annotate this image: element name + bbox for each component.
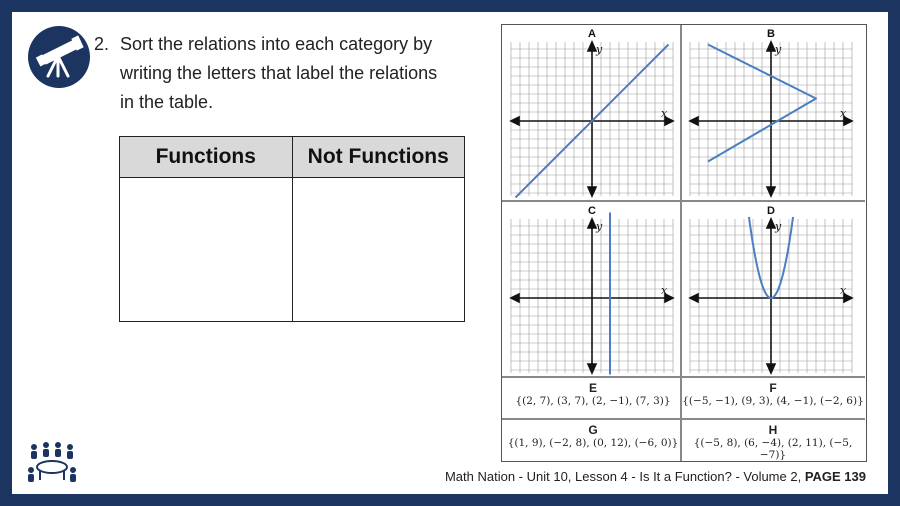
y-axis-arrow-down [767, 364, 775, 373]
relation-e [502, 381, 684, 407]
prompt-text: Sort the relations into each category by writing the letters that label the relations in the table. [120, 34, 438, 112]
not-functions-cell[interactable] [292, 178, 465, 322]
y-axis-arrow-down [588, 187, 596, 196]
axes [511, 219, 673, 373]
graph-c-plot [503, 203, 679, 375]
relation-g [502, 423, 684, 449]
footer [445, 469, 866, 484]
graph-d [682, 203, 858, 375]
relation-h-set: {(−5, 8), (6, −4), (2, 11), (−5, −7)} [693, 437, 853, 461]
footer-source: Math Nation - Unit 10, Lesson 4 - Is It a Function? - Volume 2, [444, 469, 805, 484]
y-axis-label: y [775, 43, 782, 56]
prompt-number: 2. [94, 34, 110, 54]
y-axis-arrow-up [588, 219, 596, 228]
graph-b-plot [682, 26, 858, 198]
panel-divider-top [502, 200, 865, 202]
relation-f-letter: F [769, 381, 777, 395]
graph-a-plot [503, 26, 679, 198]
x-axis-label: x [661, 107, 668, 120]
axes [690, 219, 852, 373]
telescope-icon [28, 26, 90, 88]
x-axis-label: x [840, 284, 847, 297]
x-axis-arrow-left [690, 117, 698, 125]
y-axis-label: y [775, 220, 782, 233]
graph-d-plot [682, 203, 858, 375]
relation-e-letter: E [588, 381, 597, 395]
not-functions-header: Not Functions [292, 137, 465, 178]
relations-panel [501, 24, 867, 462]
x-axis-label: x [661, 284, 668, 297]
graph-c [503, 203, 679, 375]
x-axis-arrow-left [690, 294, 698, 302]
relation-h [682, 423, 864, 461]
y-axis-label: y [596, 43, 603, 56]
graph-b [682, 26, 858, 198]
y-axis-arrow-up [767, 42, 775, 51]
relation-g-set: {(1, 9), (−2, 8), (0, 12), (−6, 0)} [507, 437, 679, 449]
relation-f-set: {(−5, −1), (9, 3), (4, −1), (−2, 6)} [682, 395, 864, 407]
y-axis-arrow-up [767, 219, 775, 228]
y-axis-arrow-down [588, 364, 596, 373]
sort-table [119, 136, 465, 322]
x-axis-arrow-left [511, 294, 519, 302]
functions-cell[interactable] [120, 178, 293, 322]
functions-header: Functions [120, 137, 293, 178]
graph-letter: C [588, 205, 596, 217]
team-meeting-icon [26, 440, 78, 484]
relation-e-set: {(2, 7), (3, 7), (2, −1), (7, 3)} [515, 395, 671, 407]
relation-g-letter: G [588, 423, 598, 437]
y-axis-arrow-down [767, 187, 775, 196]
relation-f [682, 381, 864, 407]
panel-divider-bottom [502, 418, 865, 420]
panel-divider-middle [502, 376, 865, 378]
x-axis-label: x [840, 107, 847, 120]
graph-letter: A [588, 28, 596, 40]
graph-letter: B [767, 28, 775, 40]
y-axis-arrow-up [588, 42, 596, 51]
slide [12, 12, 888, 494]
graph-letter: D [767, 205, 775, 217]
relation-h-letter: H [768, 423, 778, 437]
y-axis-label: y [596, 220, 603, 233]
axes [690, 42, 852, 196]
x-axis-arrow-left [511, 117, 519, 125]
footer-page: PAGE 139 [804, 469, 866, 484]
graph-a [503, 26, 679, 198]
